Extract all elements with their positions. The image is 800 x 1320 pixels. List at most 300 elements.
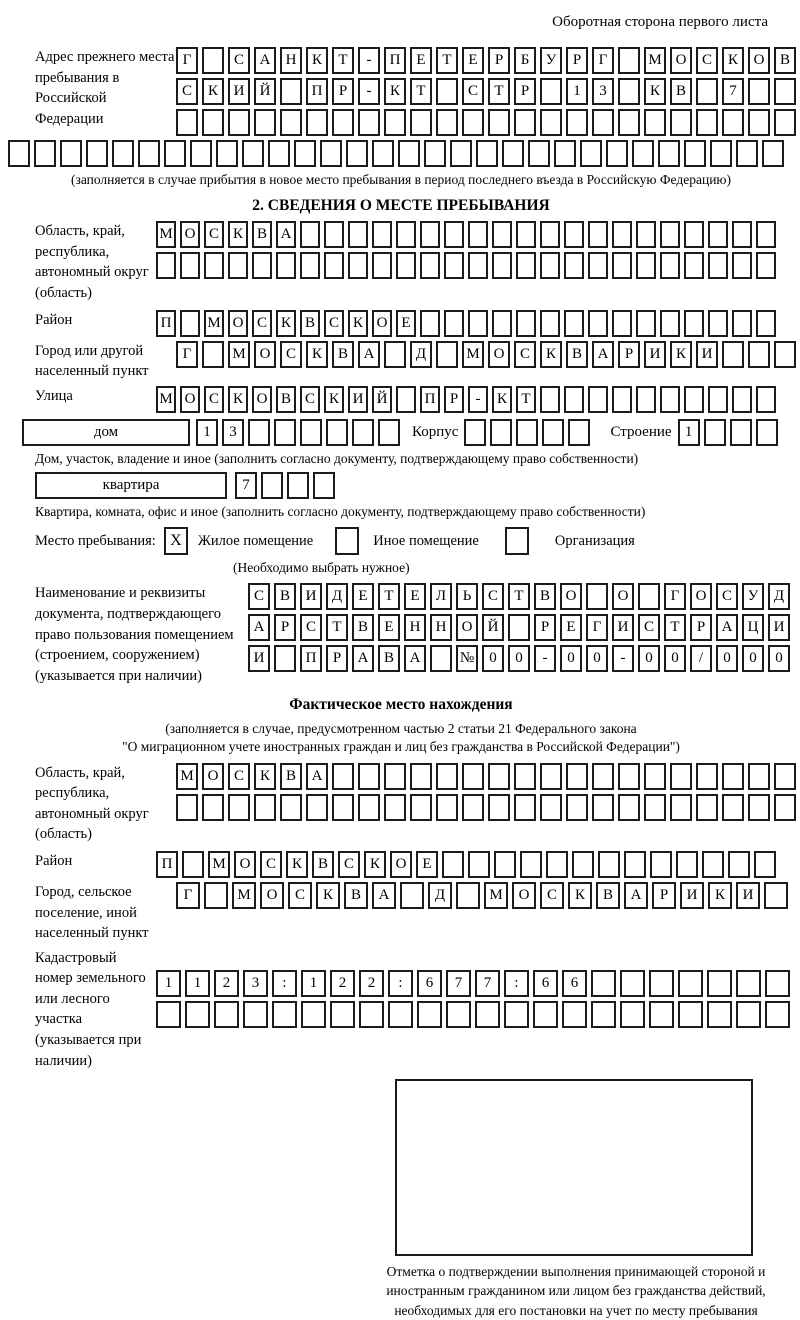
char-cell[interactable]	[420, 252, 440, 279]
char-cell[interactable]	[287, 472, 309, 499]
char-cell[interactable]: М	[156, 221, 176, 248]
char-cell[interactable]	[410, 794, 432, 821]
char-cell[interactable]	[430, 645, 452, 672]
char-cell[interactable]	[242, 140, 264, 167]
char-cell[interactable]	[732, 221, 752, 248]
char-cell[interactable]: Т	[378, 583, 400, 610]
char-cell[interactable]: Р	[690, 614, 712, 641]
char-cell[interactable]	[280, 109, 302, 136]
char-cell[interactable]	[678, 1001, 703, 1028]
char-cell[interactable]: И	[248, 645, 270, 672]
char-cell[interactable]	[300, 419, 322, 446]
char-cell[interactable]: Г	[176, 47, 198, 74]
char-cell[interactable]	[8, 140, 30, 167]
char-cell[interactable]: А	[352, 645, 374, 672]
char-cell[interactable]	[722, 763, 744, 790]
char-cell[interactable]: В	[274, 583, 296, 610]
char-cell[interactable]: И	[348, 386, 368, 413]
char-cell[interactable]	[214, 1001, 239, 1028]
char-cell[interactable]	[272, 1001, 297, 1028]
char-cell[interactable]: Б	[514, 47, 536, 74]
char-cell[interactable]: Е	[462, 47, 484, 74]
char-cell[interactable]	[156, 1001, 181, 1028]
char-cell[interactable]	[546, 851, 568, 878]
char-cell[interactable]	[540, 763, 562, 790]
char-cell[interactable]	[444, 252, 464, 279]
char-cell[interactable]	[540, 221, 560, 248]
char-cell[interactable]	[658, 140, 680, 167]
char-cell[interactable]	[566, 794, 588, 821]
char-cell[interactable]	[410, 763, 432, 790]
char-cell[interactable]: К	[324, 386, 344, 413]
char-cell[interactable]	[542, 419, 564, 446]
char-cell[interactable]	[756, 419, 778, 446]
char-cell[interactable]: К	[254, 763, 276, 790]
char-cell[interactable]: Р	[566, 47, 588, 74]
char-cell[interactable]	[660, 310, 680, 337]
char-cell[interactable]: 1	[678, 419, 700, 446]
char-cell[interactable]: -	[612, 645, 634, 672]
char-cell[interactable]	[765, 970, 790, 997]
char-cell[interactable]	[598, 851, 620, 878]
char-cell[interactable]	[330, 1001, 355, 1028]
char-cell[interactable]: Е	[396, 310, 416, 337]
char-cell[interactable]	[676, 851, 698, 878]
char-cell[interactable]	[202, 794, 224, 821]
char-cell[interactable]: О	[252, 386, 272, 413]
char-cell[interactable]	[138, 140, 160, 167]
char-cell[interactable]: Е	[378, 614, 400, 641]
char-cell[interactable]	[754, 851, 776, 878]
char-cell[interactable]	[533, 1001, 558, 1028]
char-cell[interactable]: Т	[332, 47, 354, 74]
char-cell[interactable]	[398, 140, 420, 167]
char-cell[interactable]	[520, 851, 542, 878]
char-cell[interactable]: Р	[326, 645, 348, 672]
char-cell[interactable]: К	[228, 386, 248, 413]
char-cell[interactable]: У	[742, 583, 764, 610]
char-cell[interactable]	[475, 1001, 500, 1028]
char-cell[interactable]	[702, 851, 724, 878]
char-cell[interactable]	[378, 419, 400, 446]
char-cell[interactable]: О	[180, 221, 200, 248]
char-cell[interactable]	[204, 882, 228, 909]
char-cell[interactable]: М	[232, 882, 256, 909]
char-cell[interactable]	[396, 252, 416, 279]
char-cell[interactable]	[660, 221, 680, 248]
char-cell[interactable]: Е	[352, 583, 374, 610]
char-cell[interactable]	[436, 78, 458, 105]
char-cell[interactable]: Й	[254, 78, 276, 105]
char-cell[interactable]: :	[272, 970, 297, 997]
char-cell[interactable]	[274, 645, 296, 672]
char-cell[interactable]	[306, 109, 328, 136]
char-cell[interactable]	[254, 794, 276, 821]
char-cell[interactable]	[732, 386, 752, 413]
char-cell[interactable]	[644, 763, 666, 790]
char-cell[interactable]	[586, 583, 608, 610]
char-cell[interactable]: О	[612, 583, 634, 610]
char-cell[interactable]	[228, 109, 250, 136]
char-cell[interactable]: М	[176, 763, 198, 790]
checkbox-residential[interactable]: X	[164, 527, 188, 555]
char-cell[interactable]	[748, 78, 770, 105]
char-cell[interactable]	[638, 583, 660, 610]
char-cell[interactable]: С	[204, 221, 224, 248]
char-cell[interactable]	[774, 109, 796, 136]
char-cell[interactable]	[417, 1001, 442, 1028]
char-cell[interactable]: К	[228, 221, 248, 248]
char-cell[interactable]: С	[482, 583, 504, 610]
char-cell[interactable]: Е	[410, 47, 432, 74]
char-cell[interactable]	[468, 252, 488, 279]
char-cell[interactable]	[620, 1001, 645, 1028]
checkbox-other-premises[interactable]	[335, 527, 359, 555]
char-cell[interactable]: К	[540, 341, 562, 368]
char-cell[interactable]	[618, 78, 640, 105]
char-cell[interactable]	[566, 109, 588, 136]
char-cell[interactable]	[612, 310, 632, 337]
char-cell[interactable]: 0	[560, 645, 582, 672]
dom-box[interactable]: дом	[22, 419, 190, 446]
char-cell[interactable]: Г	[176, 882, 200, 909]
char-cell[interactable]	[636, 310, 656, 337]
char-cell[interactable]: Г	[592, 47, 614, 74]
char-cell[interactable]: :	[504, 970, 529, 997]
char-cell[interactable]	[488, 763, 510, 790]
char-cell[interactable]	[112, 140, 134, 167]
char-cell[interactable]	[649, 970, 674, 997]
char-cell[interactable]	[540, 310, 560, 337]
char-cell[interactable]	[248, 419, 270, 446]
char-cell[interactable]	[728, 851, 750, 878]
char-cell[interactable]: К	[384, 78, 406, 105]
char-cell[interactable]: П	[384, 47, 406, 74]
char-cell[interactable]: В	[332, 341, 354, 368]
char-cell[interactable]	[372, 140, 394, 167]
char-cell[interactable]: С	[288, 882, 312, 909]
char-cell[interactable]	[696, 763, 718, 790]
char-cell[interactable]	[588, 252, 608, 279]
char-cell[interactable]	[748, 763, 770, 790]
char-cell[interactable]: У	[540, 47, 562, 74]
char-cell[interactable]: -	[534, 645, 556, 672]
char-cell[interactable]: К	[722, 47, 744, 74]
checkbox-organization[interactable]	[505, 527, 529, 555]
char-cell[interactable]	[301, 1001, 326, 1028]
char-cell[interactable]	[588, 221, 608, 248]
char-cell[interactable]	[464, 419, 486, 446]
char-cell[interactable]	[736, 970, 761, 997]
char-cell[interactable]: 0	[508, 645, 530, 672]
char-cell[interactable]: К	[492, 386, 512, 413]
char-cell[interactable]: О	[748, 47, 770, 74]
char-cell[interactable]: Е	[404, 583, 426, 610]
char-cell[interactable]: -	[358, 47, 380, 74]
char-cell[interactable]	[684, 310, 704, 337]
char-cell[interactable]	[572, 851, 594, 878]
char-cell[interactable]	[774, 763, 796, 790]
char-cell[interactable]	[294, 140, 316, 167]
char-cell[interactable]: И	[736, 882, 760, 909]
char-cell[interactable]	[618, 109, 640, 136]
char-cell[interactable]: Р	[332, 78, 354, 105]
char-cell[interactable]	[396, 221, 416, 248]
char-cell[interactable]: О	[234, 851, 256, 878]
char-cell[interactable]: К	[644, 78, 666, 105]
char-cell[interactable]: 1	[301, 970, 326, 997]
char-cell[interactable]	[660, 252, 680, 279]
char-cell[interactable]	[180, 310, 200, 337]
char-cell[interactable]: Ц	[742, 614, 764, 641]
char-cell[interactable]	[516, 310, 536, 337]
char-cell[interactable]: С	[540, 882, 564, 909]
char-cell[interactable]	[490, 419, 512, 446]
char-cell[interactable]: Н	[280, 47, 302, 74]
char-cell[interactable]	[708, 310, 728, 337]
char-cell[interactable]	[261, 472, 283, 499]
char-cell[interactable]: И	[228, 78, 250, 105]
char-cell[interactable]: С	[696, 47, 718, 74]
char-cell[interactable]: В	[352, 614, 374, 641]
char-cell[interactable]: Л	[430, 583, 452, 610]
char-cell[interactable]: М	[204, 310, 224, 337]
char-cell[interactable]	[300, 221, 320, 248]
char-cell[interactable]	[516, 252, 536, 279]
char-cell[interactable]	[568, 419, 590, 446]
char-cell[interactable]	[202, 341, 224, 368]
char-cell[interactable]: С	[300, 614, 322, 641]
char-cell[interactable]	[774, 794, 796, 821]
char-cell[interactable]: -	[358, 78, 380, 105]
char-cell[interactable]	[228, 794, 250, 821]
char-cell[interactable]	[540, 386, 560, 413]
char-cell[interactable]	[592, 109, 614, 136]
char-cell[interactable]	[488, 109, 510, 136]
char-cell[interactable]: С	[462, 78, 484, 105]
char-cell[interactable]	[450, 140, 472, 167]
char-cell[interactable]: Р	[652, 882, 676, 909]
char-cell[interactable]	[566, 763, 588, 790]
char-cell[interactable]	[516, 419, 538, 446]
char-cell[interactable]: 3	[592, 78, 614, 105]
char-cell[interactable]	[564, 252, 584, 279]
char-cell[interactable]	[306, 794, 328, 821]
char-cell[interactable]: В	[280, 763, 302, 790]
char-cell[interactable]	[190, 140, 212, 167]
char-cell[interactable]: К	[568, 882, 592, 909]
char-cell[interactable]: 0	[716, 645, 738, 672]
char-cell[interactable]	[554, 140, 576, 167]
char-cell[interactable]	[324, 221, 344, 248]
char-cell[interactable]: Е	[416, 851, 438, 878]
char-cell[interactable]	[774, 341, 796, 368]
char-cell[interactable]	[756, 221, 776, 248]
char-cell[interactable]	[254, 109, 276, 136]
char-cell[interactable]: В	[378, 645, 400, 672]
char-cell[interactable]: А	[276, 221, 296, 248]
char-cell[interactable]: В	[566, 341, 588, 368]
char-cell[interactable]	[624, 851, 646, 878]
char-cell[interactable]: К	[286, 851, 308, 878]
char-cell[interactable]: О	[488, 341, 510, 368]
char-cell[interactable]	[492, 310, 512, 337]
char-cell[interactable]	[562, 1001, 587, 1028]
char-cell[interactable]: 1	[156, 970, 181, 997]
char-cell[interactable]: О	[512, 882, 536, 909]
char-cell[interactable]: С	[228, 47, 250, 74]
char-cell[interactable]	[300, 252, 320, 279]
char-cell[interactable]: О	[228, 310, 248, 337]
char-cell[interactable]: К	[276, 310, 296, 337]
char-cell[interactable]	[670, 109, 692, 136]
char-cell[interactable]: П	[300, 645, 322, 672]
char-cell[interactable]: 3	[243, 970, 268, 997]
char-cell[interactable]	[762, 140, 784, 167]
char-cell[interactable]	[384, 109, 406, 136]
char-cell[interactable]: А	[404, 645, 426, 672]
char-cell[interactable]: Т	[436, 47, 458, 74]
char-cell[interactable]	[276, 252, 296, 279]
char-cell[interactable]: С	[514, 341, 536, 368]
char-cell[interactable]	[424, 140, 446, 167]
char-cell[interactable]: Г	[176, 341, 198, 368]
char-cell[interactable]	[280, 794, 302, 821]
char-cell[interactable]: Д	[428, 882, 452, 909]
char-cell[interactable]	[400, 882, 424, 909]
char-cell[interactable]	[313, 472, 335, 499]
char-cell[interactable]: С	[176, 78, 198, 105]
char-cell[interactable]: В	[252, 221, 272, 248]
char-cell[interactable]	[684, 221, 704, 248]
char-cell[interactable]	[494, 851, 516, 878]
char-cell[interactable]: 6	[417, 970, 442, 997]
char-cell[interactable]	[326, 419, 348, 446]
char-cell[interactable]	[176, 109, 198, 136]
char-cell[interactable]: Е	[560, 614, 582, 641]
char-cell[interactable]: А	[716, 614, 738, 641]
char-cell[interactable]: Н	[430, 614, 452, 641]
char-cell[interactable]: 2	[330, 970, 355, 997]
char-cell[interactable]: :	[388, 970, 413, 997]
char-cell[interactable]: С	[252, 310, 272, 337]
char-cell[interactable]: 2	[214, 970, 239, 997]
char-cell[interactable]	[156, 252, 176, 279]
char-cell[interactable]: П	[306, 78, 328, 105]
char-cell[interactable]: Г	[586, 614, 608, 641]
char-cell[interactable]: В	[774, 47, 796, 74]
char-cell[interactable]: И	[680, 882, 704, 909]
char-cell[interactable]	[420, 310, 440, 337]
char-cell[interactable]	[182, 851, 204, 878]
char-cell[interactable]: О	[260, 882, 284, 909]
char-cell[interactable]: Р	[618, 341, 640, 368]
char-cell[interactable]: А	[372, 882, 396, 909]
char-cell[interactable]: 1	[185, 970, 210, 997]
char-cell[interactable]	[372, 221, 392, 248]
char-cell[interactable]	[748, 794, 770, 821]
char-cell[interactable]	[684, 140, 706, 167]
char-cell[interactable]: Д	[326, 583, 348, 610]
char-cell[interactable]: 1	[566, 78, 588, 105]
char-cell[interactable]	[644, 794, 666, 821]
char-cell[interactable]	[618, 763, 640, 790]
char-cell[interactable]	[446, 1001, 471, 1028]
char-cell[interactable]	[504, 1001, 529, 1028]
char-cell[interactable]: К	[708, 882, 732, 909]
char-cell[interactable]	[612, 386, 632, 413]
char-cell[interactable]: К	[316, 882, 340, 909]
char-cell[interactable]: А	[248, 614, 270, 641]
char-cell[interactable]	[756, 310, 776, 337]
char-cell[interactable]: М	[208, 851, 230, 878]
char-cell[interactable]	[164, 140, 186, 167]
char-cell[interactable]: 7	[475, 970, 500, 997]
char-cell[interactable]	[708, 252, 728, 279]
char-cell[interactable]	[384, 763, 406, 790]
char-cell[interactable]: С	[638, 614, 660, 641]
char-cell[interactable]	[632, 140, 654, 167]
char-cell[interactable]: 7	[235, 472, 257, 499]
char-cell[interactable]	[332, 794, 354, 821]
char-cell[interactable]: С	[300, 386, 320, 413]
char-cell[interactable]	[696, 794, 718, 821]
char-cell[interactable]: 0	[482, 645, 504, 672]
char-cell[interactable]	[358, 109, 380, 136]
char-cell[interactable]	[372, 252, 392, 279]
char-cell[interactable]: С	[338, 851, 360, 878]
char-cell[interactable]	[612, 221, 632, 248]
char-cell[interactable]: М	[644, 47, 666, 74]
char-cell[interactable]: Т	[410, 78, 432, 105]
char-cell[interactable]: И	[300, 583, 322, 610]
char-cell[interactable]	[748, 109, 770, 136]
char-cell[interactable]: О	[456, 614, 478, 641]
char-cell[interactable]	[252, 252, 272, 279]
char-cell[interactable]	[410, 109, 432, 136]
char-cell[interactable]	[346, 140, 368, 167]
char-cell[interactable]	[514, 794, 536, 821]
char-cell[interactable]	[606, 140, 628, 167]
char-cell[interactable]: Й	[482, 614, 504, 641]
char-cell[interactable]: К	[306, 341, 328, 368]
char-cell[interactable]: В	[344, 882, 368, 909]
char-cell[interactable]: С	[716, 583, 738, 610]
char-cell[interactable]: О	[254, 341, 276, 368]
char-cell[interactable]	[764, 882, 788, 909]
char-cell[interactable]: О	[690, 583, 712, 610]
char-cell[interactable]	[502, 140, 524, 167]
char-cell[interactable]	[564, 221, 584, 248]
char-cell[interactable]	[732, 252, 752, 279]
char-cell[interactable]	[650, 851, 672, 878]
char-cell[interactable]: В	[276, 386, 296, 413]
char-cell[interactable]	[176, 794, 198, 821]
char-cell[interactable]: 0	[742, 645, 764, 672]
char-cell[interactable]: В	[300, 310, 320, 337]
char-cell[interactable]	[620, 970, 645, 997]
char-cell[interactable]: Д	[768, 583, 790, 610]
char-cell[interactable]	[34, 140, 56, 167]
char-cell[interactable]	[488, 794, 510, 821]
char-cell[interactable]	[202, 47, 224, 74]
char-cell[interactable]	[462, 109, 484, 136]
char-cell[interactable]	[670, 763, 692, 790]
char-cell[interactable]	[348, 252, 368, 279]
char-cell[interactable]	[204, 252, 224, 279]
char-cell[interactable]: О	[372, 310, 392, 337]
char-cell[interactable]	[644, 109, 666, 136]
